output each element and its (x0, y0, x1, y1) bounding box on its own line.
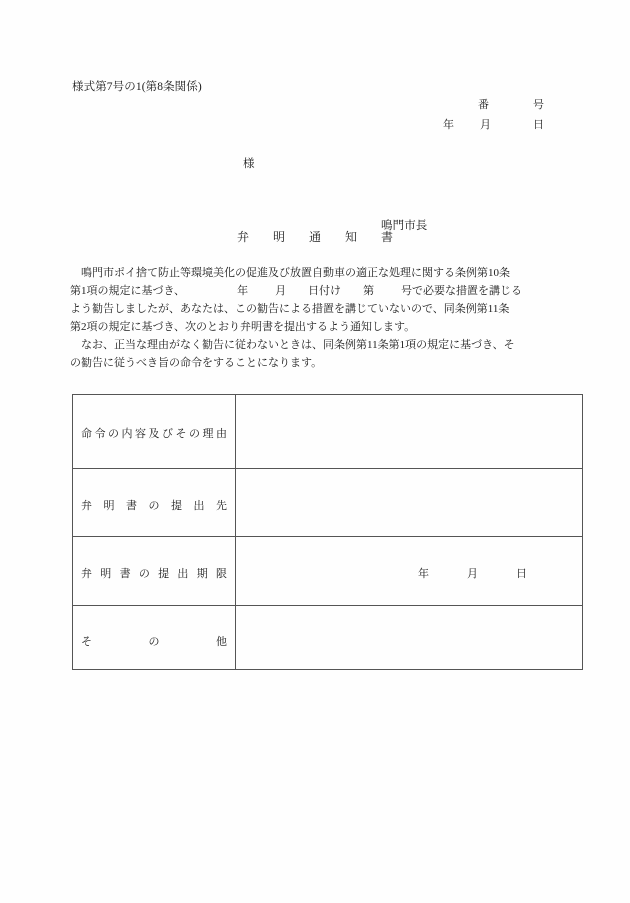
body-p1-l2-text-a: 第1項の規定に基づき、 (70, 285, 186, 298)
reference-block (380, 95, 550, 135)
body-p1-l2-year: 年 (237, 285, 249, 298)
reference-number-label: 番 (478, 99, 489, 111)
deadline-date-slots (244, 537, 574, 581)
table-row (73, 395, 583, 469)
body-paragraph-1-line-3: よう勧告しましたが、あなたは、この勧告による措置を講じていないので、同条例第11条 (70, 303, 510, 316)
field-order-content-and-reason[interactable] (236, 395, 583, 469)
table-row (73, 606, 583, 670)
body-p1-l2-number: 第 (363, 285, 375, 298)
reference-number-unit: 号 (533, 99, 544, 111)
addressee-suffix: 様 (243, 158, 255, 170)
body-paragraph-2-line-1: なお、正当な理由がなく勧告に従わないときは、同条例第11条第1項の規定に基づき、そ (70, 339, 515, 352)
table-row (73, 537, 583, 606)
deadline-day-label: 日 (516, 568, 527, 580)
body-paragraph-1-line-4: 第2項の規定に基づき、次のとおり弁明書を提出するよう通知します。 (70, 321, 416, 334)
body-p1-l2-unit: 号で必要な措置を講じる (401, 285, 523, 298)
reference-number-line (380, 95, 550, 115)
body-p1-l2-dayref: 日付け (308, 285, 342, 298)
label-submission-destination: 弁明書の提出先 (81, 500, 227, 512)
body-paragraph-1-line-1: 鳴門市ポイ捨て防止等環境美化の促進及び放置自動車の適正な処理に関する条例第10条 (70, 267, 510, 279)
reference-day-label: 日 (533, 119, 544, 131)
table-row (73, 469, 583, 537)
label-other: その他 (81, 636, 227, 648)
body-p1-l2-month: 月 (275, 285, 287, 298)
body-paragraph-2-line-2: の勧告に従うべき旨の命令をすることになります。 (70, 357, 323, 370)
reference-month-label: 月 (480, 119, 491, 131)
form-table (72, 394, 583, 670)
body-paragraph-1-line-2 (70, 282, 562, 300)
table-row-label-cell (73, 395, 236, 469)
document-title: 弁 明 通 知 書 (236, 230, 399, 244)
table-row-label-cell (73, 537, 236, 606)
issuer-name: 鳴門市長 (381, 220, 428, 232)
form-number: 様式第7号の1(第8条関係) (72, 81, 202, 93)
reference-year-label: 年 (443, 119, 454, 131)
field-submission-deadline[interactable] (236, 537, 583, 606)
table-row-label-cell (73, 606, 236, 670)
deadline-month-label: 月 (467, 568, 478, 580)
reference-date-line (380, 115, 550, 135)
table-row-label-cell (73, 469, 236, 537)
label-submission-deadline: 弁明書の提出期限 (81, 568, 227, 580)
field-submission-destination[interactable] (236, 469, 583, 537)
label-order-content-and-reason: 命令の内容及びその理由 (81, 428, 227, 440)
deadline-year-label: 年 (418, 568, 429, 580)
body-text (70, 264, 562, 373)
field-other[interactable] (236, 606, 583, 670)
